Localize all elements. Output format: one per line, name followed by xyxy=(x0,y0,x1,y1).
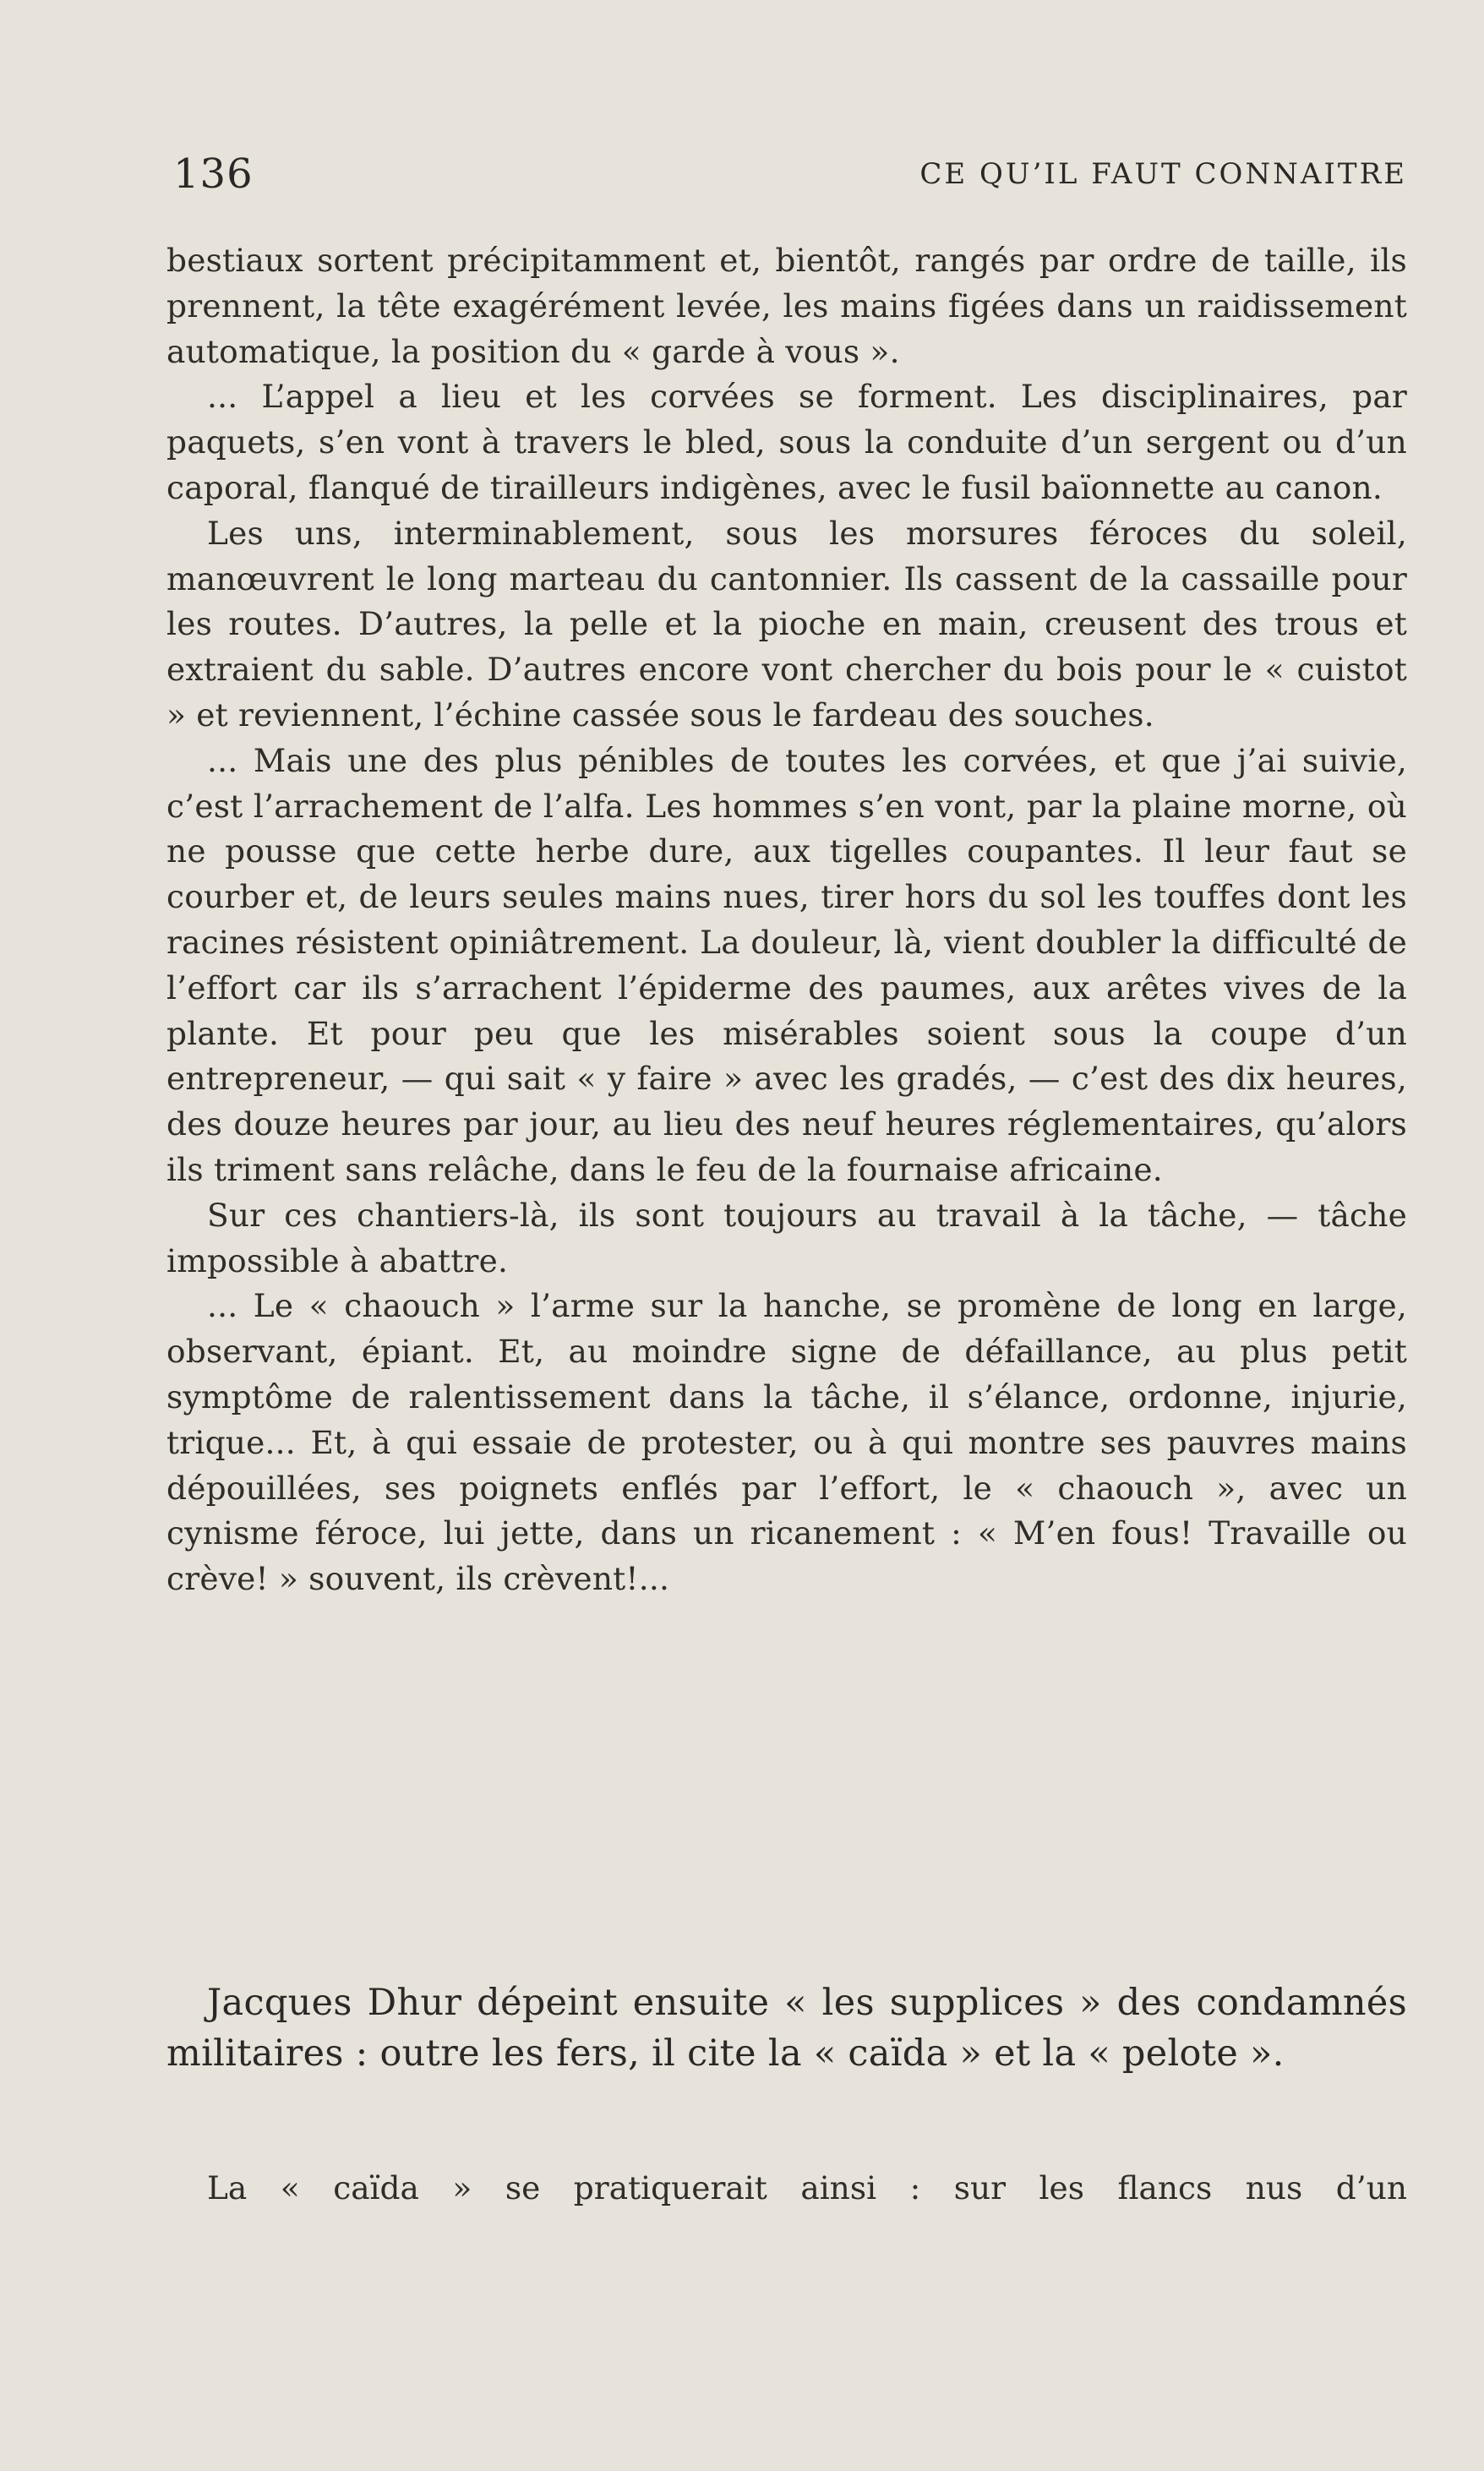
quote-paragraph: Les uns, interminablement, sous les morsures féroces du soleil, manœuvrent le long marteau du cantonnier. Ils cassent de la cassaille pour les routes. D’autres, la pelle et la pioche en main, creusent des trous et extraient du sable. D’autres encore vont chercher du bois pour le « cuistot » et reviennent, l’échine cassée sous le fardeau des souches. xyxy=(166,514,1407,734)
quote-paragraph: ... Mais une des plus pénibles de toutes les corvées, et que j’ai suivie, c’est l’arrachement de l’alfa. Les hommes s’en vont, par la plaine morne, où ne pousse que cette herbe dure, aux tigelles coupantes. Il leur faut se courber et, de leurs seules mains nues, tirer hors du sol les touffes dont les racines résistent opiniâtrement. La douleur, là, vient doubler la difficulté de l’effort car ils s’arrachent l’épiderme des paumes, aux arêtes vives de la plante. Et pour peu que les misérables soient sous la coupe d’un entrepreneur, — qui sait « y faire » avec les gradés, — c’est des dix heures, des douze heures par jour, au lieu des neuf heures réglementaires, qu’alors ils triment sans relâche, dans le feu de la fournaise africaine. xyxy=(166,741,1407,1188)
running-title: CE QU’IL FAUT CONNAITRE xyxy=(919,157,1407,191)
closing-paragraph xyxy=(166,2166,1407,2212)
quote-paragraph: bestiaux sortent précipitamment et, bientôt, rangés par ordre de taille, ils prennent, la tête exagérément levée, les mains figées dans un raidissement automatique, la position du « garde à vous ». xyxy=(166,242,1407,370)
page-number: 136 xyxy=(173,150,254,198)
page-header xyxy=(173,150,1407,201)
quote-paragraph: ... L’appel a lieu et les corvées se forment. Les disciplinaires, par paquets, s’en vont à travers le bled, sous la conduite d’un sergent ou d’un caporal, flanqué de tirailleurs indigènes, avec le fusil baïonnette au canon. xyxy=(166,378,1407,506)
closing-text: La « caïda » se pratiquerait ainsi : sur les flancs nus d’un xyxy=(207,2169,1407,2206)
commentary-paragraph xyxy=(166,1977,1407,2079)
quote-paragraph: Sur ces chantiers-là, ils sont toujours au travail à la tâche, — tâche impossible à abattre. xyxy=(166,1196,1407,1279)
commentary-text: Jacques Dhur dépeint ensuite « les supplices » des condamnés militaires : outre les fers, il cite la « caïda » et la « pelote ». xyxy=(166,1982,1407,2075)
quote-paragraph: ... Le « chaouch » l’arme sur la hanche, se promène de long en large, observant, épiant. Et, au moindre signe de défaillance, au plus petit symptôme de ralentissement dans la tâche, il s’élance, ordonne, injurie, trique... Et, à qui essaie de protester, ou à qui montre ses pauvres mains dépouillées, ses poignets enflés par l’effort, le « chaouch », avec un cynisme féroce, lui jette, dans un ricanement : « M’en fous! Travaille ou crève! » souvent, ils crèvent!... xyxy=(166,1287,1407,1598)
quoted-passage xyxy=(166,238,1407,1602)
